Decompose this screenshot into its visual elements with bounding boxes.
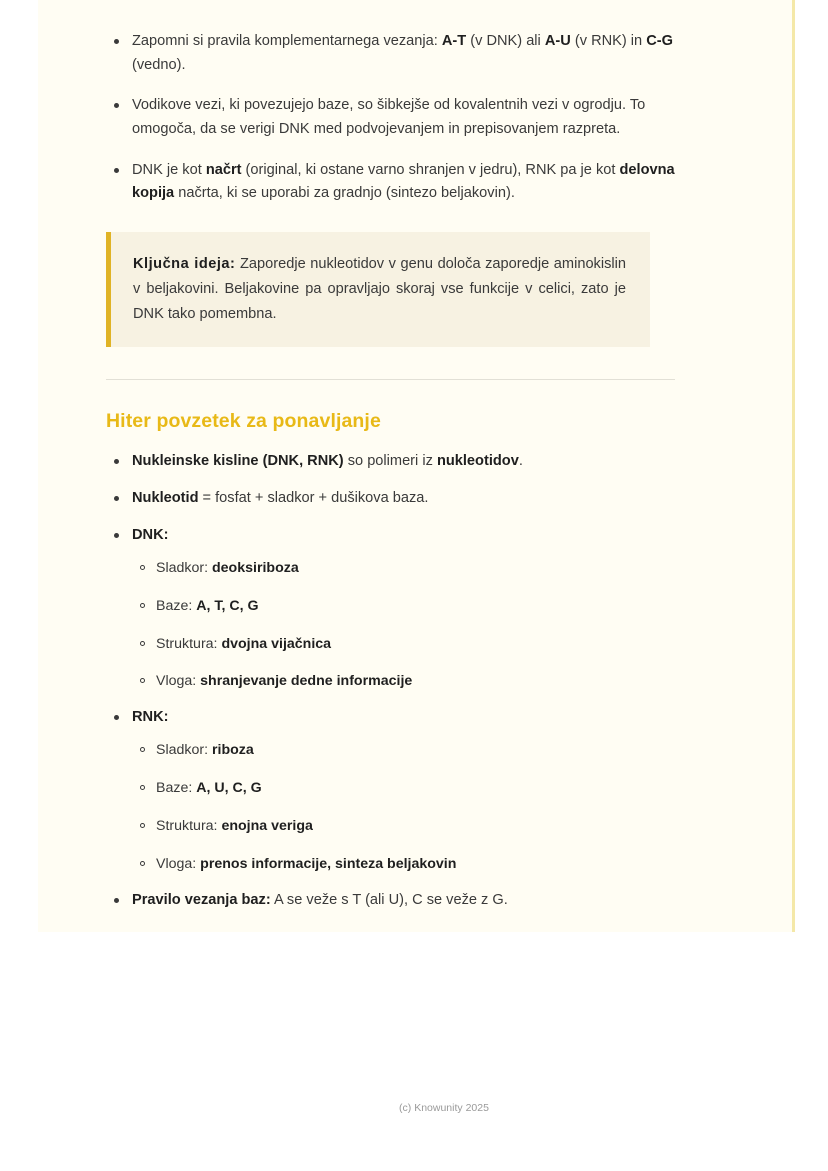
key-idea-callout bbox=[106, 232, 650, 347]
emphasis-text: nukleotidov bbox=[436, 453, 519, 470]
body-text: = fosfat + sladkor + dušikova baza. bbox=[198, 490, 429, 507]
list-item bbox=[106, 488, 676, 510]
footer bbox=[0, 1102, 828, 1114]
body-text: Baze: bbox=[156, 780, 197, 797]
body-text: (original, ki ostane varno shranjen v jedru), RNK pa je kot bbox=[241, 161, 620, 178]
emphasis-text: Pravilo vezanja baz: bbox=[132, 891, 271, 908]
body-text: Zaporedje nukleotidov v genu določa zaporedje aminokislin v beljakovini. Beljakovine pa opravljajo skoraj vse funkcije v celici, zato je DNK tako pomembna. bbox=[133, 255, 626, 323]
emphasis-text: Ključna ideja: bbox=[133, 255, 236, 272]
sub-list-item bbox=[132, 635, 676, 655]
sub-list-item bbox=[132, 855, 676, 875]
body-text: (v DNK) ali bbox=[466, 33, 545, 49]
list-item bbox=[106, 451, 676, 473]
list-item bbox=[106, 707, 676, 874]
emphasis-text: prenos informacije, sinteza beljakovin bbox=[200, 855, 457, 872]
emphasis-text: A, T, C, G bbox=[196, 597, 259, 614]
list-item bbox=[106, 525, 676, 692]
copyright-text: (c) Knowunity 2025 bbox=[399, 1102, 489, 1114]
body-text: . bbox=[518, 453, 523, 470]
emphasis-text: A, U, C, G bbox=[196, 780, 262, 797]
body-text: (v RNK) in bbox=[570, 33, 647, 49]
emphasis-text: dvojna vijačnica bbox=[221, 635, 332, 652]
emphasis-text: A-T bbox=[441, 33, 467, 49]
body-text: DNK je kot bbox=[132, 161, 206, 178]
body-text: Sladkor: bbox=[156, 742, 212, 759]
document-content bbox=[106, 30, 676, 927]
body-text: Baze: bbox=[156, 597, 197, 614]
emphasis-text: enojna veriga bbox=[221, 817, 313, 834]
list-item bbox=[106, 890, 676, 912]
body-text: Struktura: bbox=[156, 817, 222, 834]
body-text: Struktura: bbox=[156, 635, 222, 652]
emphasis-text: riboza bbox=[212, 742, 254, 759]
body-text: Zapomni si pravila komplementarnega vezanja: bbox=[132, 33, 442, 49]
body-text: Sladkor: bbox=[156, 559, 212, 576]
emphasis-text: Nukleotid bbox=[132, 490, 199, 507]
document-card bbox=[38, 0, 795, 932]
emphasis-text: deoksiriboza bbox=[212, 559, 299, 576]
body-text: Vodikove vezi, ki povezujejo baze, so šibkejše od kovalentnih vezi v ogrodju. To omogoča, da se verigi DNK med podvojevanjem in prepisovanjem razpreta. bbox=[132, 97, 646, 137]
list-item bbox=[106, 94, 676, 141]
sub-list-item bbox=[132, 672, 676, 692]
emphasis-text: delovna kopija bbox=[132, 161, 675, 202]
body-text: so polimeri iz bbox=[343, 453, 437, 470]
list-item bbox=[106, 159, 676, 206]
body-text: Vloga: bbox=[156, 673, 201, 690]
notes-bullet-list bbox=[106, 30, 676, 206]
emphasis-text: Nukleinske kisline (DNK, RNK) bbox=[132, 453, 344, 470]
emphasis-text: shranjevanje dedne informacije bbox=[200, 673, 413, 690]
sub-list-item bbox=[132, 559, 676, 579]
sub-list-item bbox=[132, 817, 676, 837]
body-text: načrta, ki se uporabi za gradnjo (sintezo beljakovin). bbox=[174, 185, 515, 202]
body-text: A se veže s T (ali U), C se veže z G. bbox=[270, 891, 508, 908]
emphasis-text: DNK: bbox=[132, 526, 169, 543]
emphasis-text: A-U bbox=[544, 33, 571, 49]
sub-list-item bbox=[132, 597, 676, 617]
summary-list bbox=[106, 451, 676, 911]
list-item bbox=[106, 30, 676, 77]
emphasis-text: RNK: bbox=[132, 709, 169, 726]
sub-list-item bbox=[132, 741, 676, 761]
body-text: Vloga: bbox=[156, 855, 201, 872]
section-title: Hiter povzetek za ponavljanje bbox=[106, 410, 381, 433]
sub-list bbox=[132, 741, 676, 875]
emphasis-text: C-G bbox=[646, 33, 673, 49]
sub-list-item bbox=[132, 779, 676, 799]
section-divider bbox=[106, 379, 675, 380]
sub-list bbox=[132, 559, 676, 693]
emphasis-text: načrt bbox=[205, 161, 242, 178]
body-text: (vedno). bbox=[132, 56, 186, 73]
